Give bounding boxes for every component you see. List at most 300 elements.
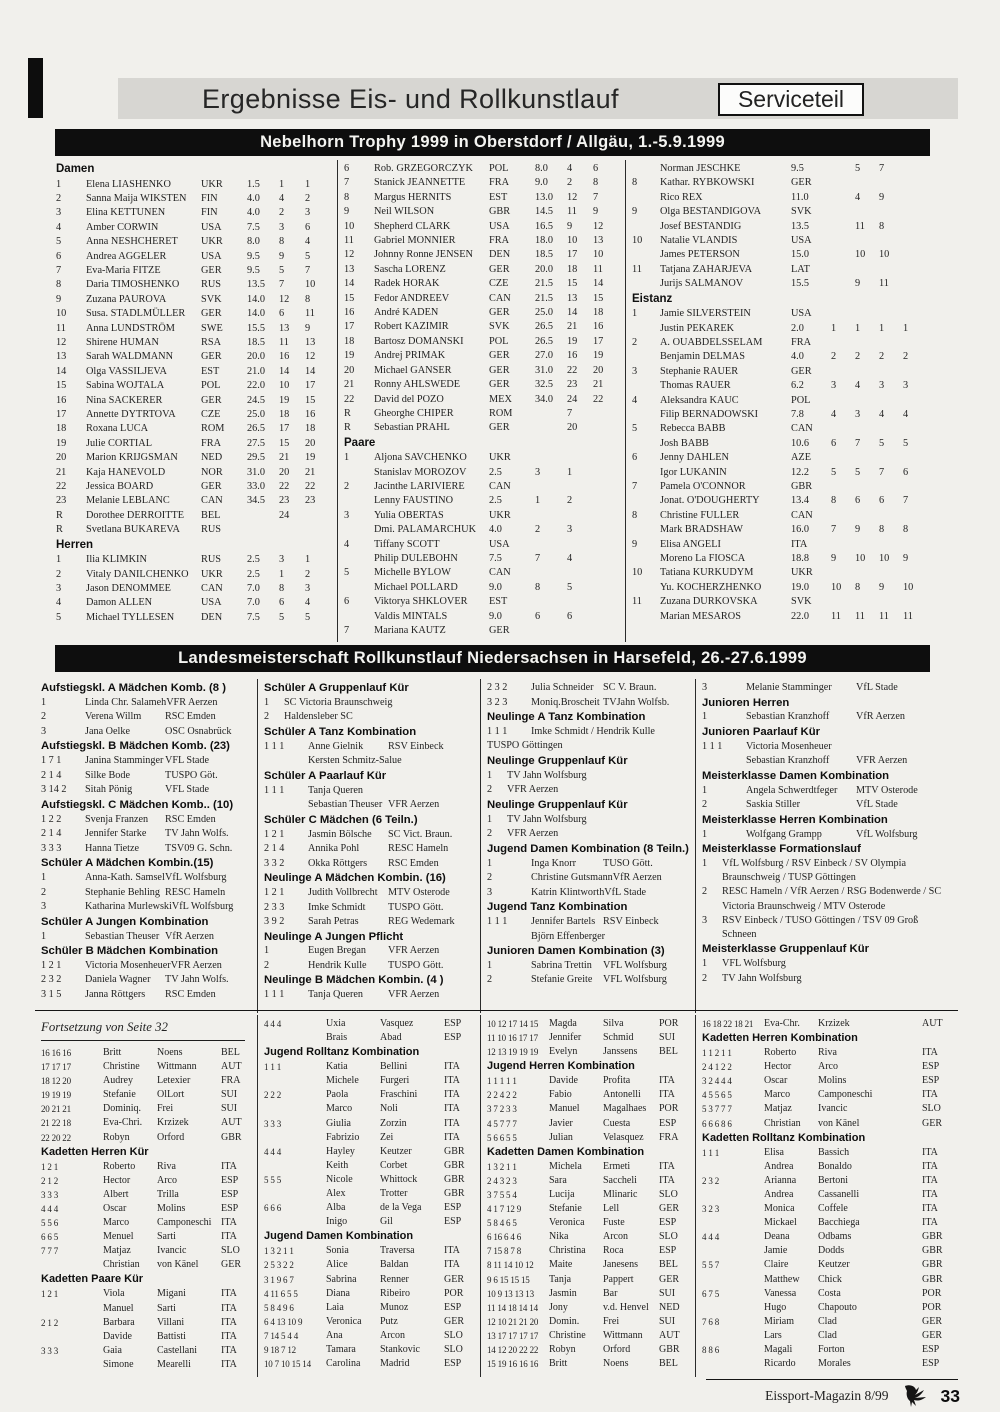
- cell: [856, 740, 954, 755]
- cell: [535, 509, 567, 523]
- cell: GBR: [444, 1145, 465, 1157]
- cell: [593, 552, 621, 566]
- result-row: [56, 509, 333, 523]
- cell: ESP: [444, 1358, 462, 1370]
- cell: 9: [903, 553, 909, 565]
- cell: Tatiana KURKUDYM: [660, 567, 754, 579]
- result-row: [702, 681, 954, 696]
- cell: VFR Aerzen: [507, 828, 559, 840]
- cell: Matthew: [764, 1273, 800, 1285]
- cell: 15: [344, 292, 355, 304]
- result-row: [56, 466, 333, 480]
- cell: 13.5: [791, 220, 810, 232]
- cell: Tanja Queren: [308, 784, 364, 796]
- cell: ITA: [444, 1103, 460, 1115]
- cell: ESP: [444, 1032, 462, 1044]
- cell: David del POZO: [374, 393, 444, 405]
- cell: Brais: [326, 1032, 348, 1044]
- cell: [831, 162, 855, 176]
- result-row: [487, 1258, 691, 1272]
- cell: [879, 336, 903, 350]
- result-row: [264, 1244, 476, 1258]
- cell: Hugo: [764, 1301, 787, 1313]
- cell: Jana Oelke: [85, 725, 130, 737]
- cell: 19.0: [791, 581, 810, 593]
- cell: 2 1 4: [264, 843, 285, 855]
- cell: Hayley: [326, 1145, 355, 1157]
- cell: [879, 566, 903, 580]
- cell: GER: [922, 1117, 942, 1129]
- cell: Svenja Franzen: [85, 813, 149, 825]
- cell: [831, 176, 855, 190]
- cell: Jasmin: [549, 1287, 577, 1299]
- cell: [344, 581, 374, 595]
- cell: 6: [632, 452, 638, 464]
- cell: Krzizek: [157, 1117, 189, 1129]
- cell: Kaja HANEVOLD: [86, 466, 166, 478]
- cell: [903, 595, 928, 609]
- cell: ESP: [922, 1075, 940, 1087]
- cell: OSC Osnabrück: [165, 725, 232, 737]
- cell: 2: [41, 711, 47, 723]
- cell: 3 1 9 6 7: [264, 1274, 294, 1285]
- cell: ESP: [922, 1061, 940, 1073]
- cell: CAN: [489, 481, 511, 493]
- category-header: Meisterklasse Gruppenlauf Kür: [702, 943, 869, 956]
- cell: 14.0: [247, 293, 266, 305]
- cell: GER: [201, 481, 222, 493]
- cell: Sanna Maija WIKSTEN: [86, 192, 187, 204]
- cell: [702, 1301, 764, 1315]
- cell: 17 17 17: [41, 1062, 71, 1073]
- category-header: Schüler A Paarlauf Kür: [264, 769, 387, 782]
- cell: [831, 394, 855, 408]
- cell: Anna LUNDSTRÖM: [86, 322, 175, 334]
- cell: 9.5: [791, 163, 804, 174]
- cell: Britt: [103, 1047, 122, 1058]
- cell: R: [56, 509, 63, 521]
- cell: 6 7 5: [702, 1288, 720, 1299]
- result-row: [487, 886, 691, 901]
- cell: [593, 494, 621, 508]
- cell: Rebecca BABB: [660, 423, 726, 435]
- cell: 18: [567, 263, 578, 275]
- cell: 20 21 21: [41, 1104, 71, 1115]
- cell: SLO: [444, 1343, 463, 1355]
- cell: RSC Emden: [165, 988, 216, 1000]
- cell: 2 1 2: [41, 1175, 59, 1186]
- cell: [593, 407, 621, 421]
- result-row: [344, 466, 621, 480]
- cell: Migani: [157, 1288, 186, 1300]
- category-header: Jugend Herren Kombination: [487, 1060, 635, 1073]
- cell: 32.5: [535, 379, 554, 391]
- cell: 5 5 5: [264, 1174, 282, 1185]
- cell: 4 1 7 12 9: [487, 1204, 522, 1215]
- cell: 3 7 5 5 4: [487, 1189, 517, 1200]
- result-row: [632, 277, 928, 291]
- cell: 2: [855, 351, 861, 363]
- cell: Jennifer: [549, 1032, 582, 1044]
- result-row: [702, 1146, 954, 1160]
- cell: Coffele: [818, 1203, 848, 1215]
- cell: SUI: [221, 1089, 238, 1101]
- cell: 1: [702, 858, 708, 870]
- cell: 13: [593, 235, 604, 247]
- cell: Stanislav MOROZOV: [374, 466, 467, 478]
- result-row: [487, 973, 691, 988]
- result-row: [41, 1160, 253, 1174]
- cell: Zei: [380, 1131, 394, 1143]
- cell: 6: [831, 437, 837, 449]
- cell: OlLort: [157, 1089, 185, 1101]
- cell: Antonelli: [603, 1089, 641, 1101]
- cell: Fuste: [603, 1217, 625, 1229]
- result-row: [41, 754, 253, 769]
- cell: MTV Osterode: [856, 784, 918, 796]
- cell: ITA: [221, 1160, 237, 1172]
- result-row: [41, 1131, 253, 1145]
- result-row: [56, 206, 333, 220]
- cell: 5: [879, 437, 885, 449]
- cell: ITA: [922, 1217, 938, 1229]
- cell: Marion KRIJGSMAN: [86, 452, 178, 464]
- cell: 12: [593, 220, 604, 232]
- cell: UKR: [201, 568, 223, 580]
- cell: USA: [489, 220, 510, 232]
- cell: 17: [305, 380, 316, 392]
- cell: [831, 595, 855, 609]
- cell: Jason DENOMMEE: [86, 582, 171, 594]
- cell: [831, 205, 855, 219]
- cell: 2: [344, 481, 350, 493]
- cell: 16: [305, 409, 316, 420]
- cell: Andrea: [764, 1160, 794, 1172]
- result-row: [264, 1131, 476, 1145]
- category-header: Paare: [344, 436, 376, 449]
- cell: 11: [305, 308, 315, 320]
- cell: [487, 930, 531, 945]
- cell: Linda Chr. Salameh: [85, 696, 167, 708]
- result-row: [632, 350, 928, 364]
- result-row: [702, 1202, 954, 1216]
- cell: GER: [489, 263, 510, 275]
- cell: 6: [535, 610, 541, 622]
- cell: SUI: [659, 1032, 676, 1044]
- cell: EST: [489, 191, 508, 203]
- cell: Zorzin: [380, 1117, 407, 1129]
- cell: 3 3 3: [264, 1118, 282, 1129]
- cell: 26.5: [247, 423, 266, 435]
- cell: [903, 336, 928, 350]
- cell: 10.6: [791, 437, 810, 449]
- cell: Arco: [157, 1174, 177, 1186]
- cell: [702, 1357, 764, 1371]
- cell: Fabrizio: [326, 1131, 360, 1143]
- cell: VfR Aerzen: [856, 711, 905, 723]
- cell: POR: [444, 1287, 464, 1299]
- result-row: [702, 1102, 954, 1116]
- cell: UKR: [489, 509, 511, 521]
- cell: 1: [535, 495, 541, 507]
- cell: [903, 365, 928, 379]
- cell: Lenny FAUSTINO: [374, 495, 454, 507]
- cell: [855, 509, 879, 523]
- result-row: [344, 176, 621, 190]
- cell: Aljona SAVCHENKO: [374, 452, 467, 464]
- cell: 10: [305, 279, 316, 291]
- cell: Gil: [380, 1216, 393, 1228]
- cell: Fraschini: [380, 1089, 418, 1101]
- cell: 2: [567, 177, 573, 189]
- cell: 7 6 8: [702, 1316, 720, 1327]
- category-header: Eistanz: [632, 292, 673, 305]
- cell: [903, 422, 928, 436]
- cell: 1 3 2 1 1: [264, 1246, 294, 1257]
- eagle-logo-icon: [902, 1384, 928, 1408]
- result-row: [487, 1244, 691, 1258]
- cell: ITA: [444, 1131, 460, 1143]
- result-row: [632, 248, 928, 262]
- cell: VFL Wolfsburg: [722, 958, 786, 970]
- cell: 9.0: [489, 581, 502, 593]
- cell: 11: [831, 610, 841, 622]
- cell: 10: [632, 567, 643, 579]
- magazine-name: Eissport-Magazin 8/99: [765, 1388, 889, 1403]
- cell: 11.0: [791, 191, 809, 203]
- cell: 25.0: [535, 307, 554, 319]
- cell: Annika Pohl: [308, 843, 360, 855]
- cell: Melanie LEBLANC: [86, 495, 170, 507]
- cell: Marco: [764, 1089, 791, 1101]
- cell: 26.5: [535, 335, 554, 347]
- cell: [264, 754, 308, 769]
- cell: 3: [305, 207, 311, 219]
- cell: Nina SACKERER: [86, 394, 163, 406]
- cell: 4.0: [247, 207, 260, 219]
- cell: 11 10 16 17 17: [487, 1033, 538, 1044]
- cell: USA: [201, 597, 222, 609]
- cell: Mearelli: [157, 1358, 191, 1370]
- cell: VFR Aerzen: [166, 696, 218, 708]
- cell: 4 5 5 6 5: [702, 1090, 732, 1101]
- nebelhorn-column-2: [338, 160, 626, 642]
- cell: 5: [855, 466, 861, 478]
- cell: [593, 480, 621, 494]
- cell: [879, 176, 903, 190]
- cell: UKR: [791, 567, 813, 579]
- cell: 2: [487, 872, 493, 884]
- cell: 12 13 19 19 19: [487, 1047, 539, 1058]
- result-row: [41, 886, 253, 901]
- cell: 3 1 5: [41, 988, 62, 1000]
- cell: USA: [201, 250, 222, 262]
- cell: 14: [567, 307, 578, 319]
- cell: Josh BABB: [660, 437, 709, 449]
- cell: 4: [279, 192, 285, 204]
- cell: VfL Stade: [856, 799, 898, 811]
- cell: Margus HERNITS: [374, 191, 452, 203]
- result-row: [264, 886, 476, 901]
- category-header: Aufstiegskl. C Mädchen Komb.. (10): [41, 798, 234, 811]
- category-header: Schüler C Mädchen (6 Teiln.): [264, 813, 418, 826]
- cell: VfL Wolfsburg: [856, 828, 918, 840]
- result-row: [41, 827, 253, 842]
- cell: GER: [489, 307, 510, 319]
- cell: Bonaldo: [818, 1160, 852, 1172]
- result-row: [344, 234, 621, 248]
- cell: Sabrina Trettin: [531, 959, 592, 971]
- cell: VFL Stade: [165, 784, 210, 796]
- section-title-landesmeisterschaft: Landesmeisterschaft Rollkunstlauf Niedersachsen in Harsefeld, 26.-27.6.1999: [55, 645, 930, 672]
- cell: [264, 1031, 326, 1045]
- cell: Arianna: [764, 1174, 797, 1186]
- cell: Roberto: [764, 1047, 797, 1059]
- cell: 1 1 1: [487, 725, 508, 737]
- cell: Andrej PRIMAK: [374, 350, 446, 362]
- result-row: [344, 335, 621, 349]
- cell: Inigo: [326, 1216, 348, 1228]
- cell: 21: [567, 321, 578, 333]
- cell: 1 2 1: [41, 1161, 59, 1172]
- cell: 2: [487, 974, 493, 986]
- cell: FIN: [201, 192, 218, 204]
- cell: 7: [279, 279, 285, 291]
- cell: 3: [702, 914, 708, 926]
- cell: 11 14 18 14 14: [487, 1302, 538, 1313]
- result-row: [41, 1358, 253, 1372]
- cell: [41, 1330, 103, 1344]
- cell: Elisa ANGELI: [660, 538, 721, 550]
- cell: SLO: [444, 1329, 463, 1341]
- cell: 14.5: [535, 206, 554, 218]
- result-row: [702, 1046, 954, 1060]
- cell: 9 18 7 12: [264, 1344, 296, 1355]
- cell: TVJahn Wolfsb.: [603, 696, 670, 708]
- cell: [593, 538, 621, 552]
- cell: CAN: [201, 582, 223, 594]
- cell: 5: [279, 264, 285, 276]
- cell: Vanessa: [764, 1287, 797, 1299]
- cell: 21.0: [247, 365, 266, 377]
- result-row: [344, 552, 621, 566]
- cell: [247, 523, 279, 537]
- result-row: [264, 1357, 476, 1371]
- result-row: [487, 1301, 691, 1315]
- cell: Traversa: [380, 1245, 415, 1257]
- result-row: [41, 1188, 253, 1202]
- cell: 6.2: [791, 380, 804, 392]
- cell: 20: [279, 466, 290, 478]
- cell: Sabrina: [326, 1273, 357, 1285]
- result-row: [487, 1202, 691, 1216]
- cell: 9: [855, 278, 861, 290]
- result-row: [702, 710, 954, 725]
- cell: 10: [344, 220, 355, 232]
- cell: 3: [56, 582, 62, 594]
- cell: RESC Hameln / VfR Aerzen / RSG Bodenwerde / SC Victoria Braunschweig / MTV Osterode: [722, 886, 942, 912]
- cell: [831, 365, 855, 379]
- result-row: [41, 1060, 253, 1074]
- cell: DEN: [201, 611, 223, 623]
- result-row: [344, 610, 621, 624]
- cell: [632, 162, 660, 176]
- cell: 2 4 1 2 2: [702, 1062, 732, 1073]
- cell: Morales: [818, 1358, 851, 1370]
- result-row: [702, 1188, 954, 1202]
- cell: Sarah Petras: [308, 916, 359, 928]
- category-header: Neulinge A Jungen Pflicht: [264, 930, 404, 943]
- category-header: Aufstiegskl. A Mädchen Komb. (8 ): [41, 682, 226, 694]
- cell: [831, 480, 855, 494]
- cell: 3: [567, 524, 573, 536]
- cell: [879, 205, 903, 219]
- section-title-nebelhorn: Nebelhorn Trophy 1999 in Oberstdorf / Allgäu, 1.-5.9.1999: [55, 129, 930, 156]
- cell: ITA: [444, 1245, 460, 1257]
- cell: [831, 538, 855, 552]
- result-row: [264, 740, 476, 755]
- cell: NED: [659, 1301, 680, 1313]
- cell: Elisa: [764, 1146, 784, 1158]
- cell: AZE: [791, 452, 812, 464]
- category-header: Jugend Damen Kombination: [264, 1230, 414, 1243]
- cell: ITA: [221, 1217, 237, 1229]
- cell: Kathar. RYBKOWSKI: [660, 177, 755, 189]
- cell: Frei: [603, 1315, 620, 1327]
- cell: Domin.: [549, 1315, 580, 1327]
- result-row: [56, 523, 333, 537]
- cell: 17: [567, 249, 578, 261]
- cell: [402, 754, 490, 769]
- result-row: [632, 581, 928, 595]
- cell: 10: [279, 380, 290, 392]
- cell: 18: [56, 423, 67, 435]
- cell: GER: [489, 350, 510, 362]
- result-row: [702, 784, 954, 799]
- result-row: [56, 235, 333, 249]
- cell: Daria TIMOSHENKO: [86, 279, 180, 291]
- category-header: Meisterklasse Herren Kombination: [702, 813, 888, 826]
- cell: Saskia Stiller: [746, 799, 801, 811]
- cell: Stefanie Greite: [531, 974, 593, 986]
- cell: Gheorghe CHIPER: [374, 407, 454, 419]
- cell: 7: [879, 466, 885, 478]
- cell: v.d. Henvel: [603, 1301, 649, 1313]
- cell: 18.5: [535, 249, 554, 261]
- result-row: [632, 552, 928, 566]
- continuation-column-1: [35, 1015, 258, 1377]
- cell: [535, 451, 567, 465]
- result-row: [702, 1357, 954, 1371]
- cell: 7 15 8 7 8: [487, 1246, 522, 1257]
- cell: 19: [567, 335, 578, 347]
- cell: 5 5 6: [41, 1218, 59, 1229]
- cell: [344, 523, 374, 537]
- cell: 23: [567, 379, 578, 391]
- result-row: [41, 725, 253, 740]
- cell: 3 2 3: [702, 1204, 720, 1215]
- cell: 1: [903, 322, 909, 334]
- cell: Baldan: [380, 1259, 409, 1271]
- result-row: [56, 611, 333, 625]
- cell: 16.5: [535, 220, 554, 232]
- cell: ESP: [659, 1117, 677, 1129]
- cell: VFL Stade: [165, 755, 210, 767]
- cell: [305, 509, 333, 523]
- cell: ROM: [201, 423, 225, 435]
- cell: SUI: [659, 1315, 676, 1327]
- cell: [567, 624, 593, 638]
